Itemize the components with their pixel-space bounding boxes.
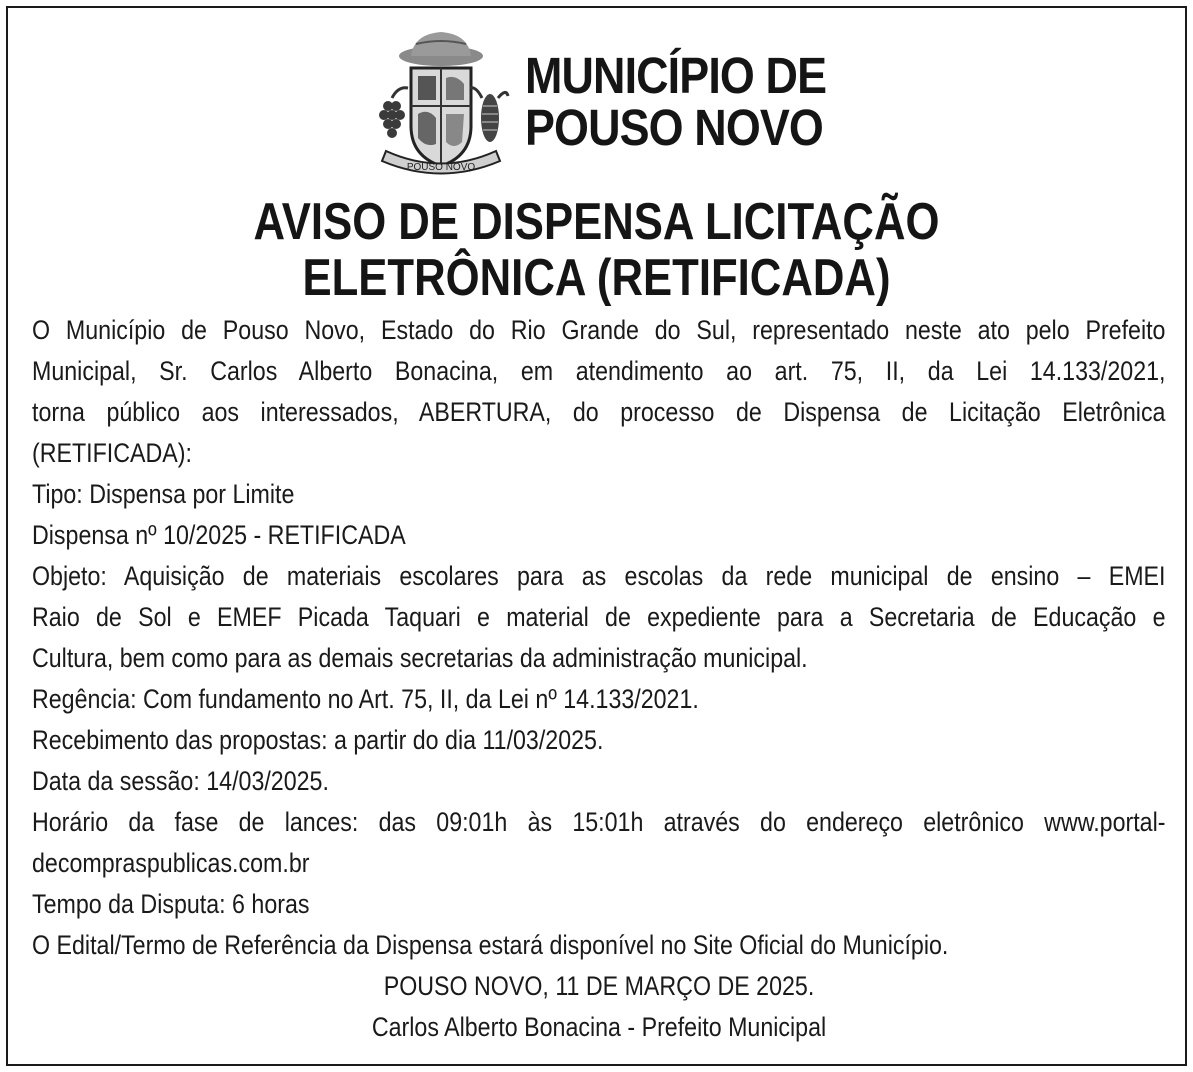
title-line-1: AVISO DE DISPENSA LICITAÇÃO <box>253 193 940 251</box>
municipal-coat-of-arms <box>366 26 516 176</box>
recebimento-line: Recebimento das propostas: a partir do dia 11/03/2025. <box>32 725 604 755</box>
objeto-line-1: Objeto: Aquisição de materiais escolares para as escolas da rede municipal de ensino – EMEI <box>32 561 1166 591</box>
intro-line-4: (RETIFICADA): <box>32 438 192 468</box>
objeto-line-2: Raio de Sol e EMEF Picada Taquari e material de expediente para a Secretaria de Educação e <box>32 602 1166 632</box>
objeto-line-3: Cultura, bem como para as demais secretarias da administração municipal. <box>32 643 808 673</box>
horario-line-2: decompraspublicas.com.br <box>32 848 310 878</box>
horario-line-1: Horário da fase de lances: das 09:01h às 15:01h através do endereço eletrônico www.portal- <box>32 807 1166 837</box>
edital-line: O Edital/Termo de Referência da Dispensa estará disponível no Site Oficial do Município. <box>32 930 949 960</box>
notice-title <box>8 194 1185 306</box>
notice-body <box>32 310 1166 1048</box>
data-sessao-line: Data da sessão: 14/03/2025. <box>32 766 329 796</box>
crest-ribbon-text: POUSO NOVO <box>406 162 476 173</box>
intro-line-3: torna público aos interessados, ABERTURA, do processo de Dispensa de Licitação Eletrônica <box>32 397 1166 427</box>
municipality-name <box>525 47 827 156</box>
intro-line-2: Municipal, Sr. Carlos Alberto Bonacina, em atendimento ao art. 75, II, da Lei 14.133/2021, <box>32 356 1166 386</box>
notice-header <box>8 22 1185 172</box>
dispensa-line: Dispensa nº 10/2025 - RETIFICADA <box>32 520 406 550</box>
signature-line: Carlos Alberto Bonacina - Prefeito Municipal <box>371 1012 827 1042</box>
title-line-2: ELETRÔNICA (RETIFICADA) <box>302 249 891 307</box>
municipality-line-1: MUNICÍPIO DE <box>525 47 827 104</box>
tipo-line: Tipo: Dispensa por Limite <box>32 479 295 509</box>
place-date-line: POUSO NOVO, 11 DE MARÇO DE 2025. <box>383 971 815 1001</box>
municipality-line-2: POUSO NOVO <box>525 99 823 156</box>
intro-line-1: O Município de Pouso Novo, Estado do Rio Grande do Sul, representado neste ato pelo Prefeito <box>32 315 1166 345</box>
notice-frame <box>6 6 1187 1066</box>
tempo-line: Tempo da Disputa: 6 horas <box>32 889 310 919</box>
regencia-line: Regência: Com fundamento no Art. 75, II, da Lei nº 14.133/2021. <box>32 684 699 714</box>
